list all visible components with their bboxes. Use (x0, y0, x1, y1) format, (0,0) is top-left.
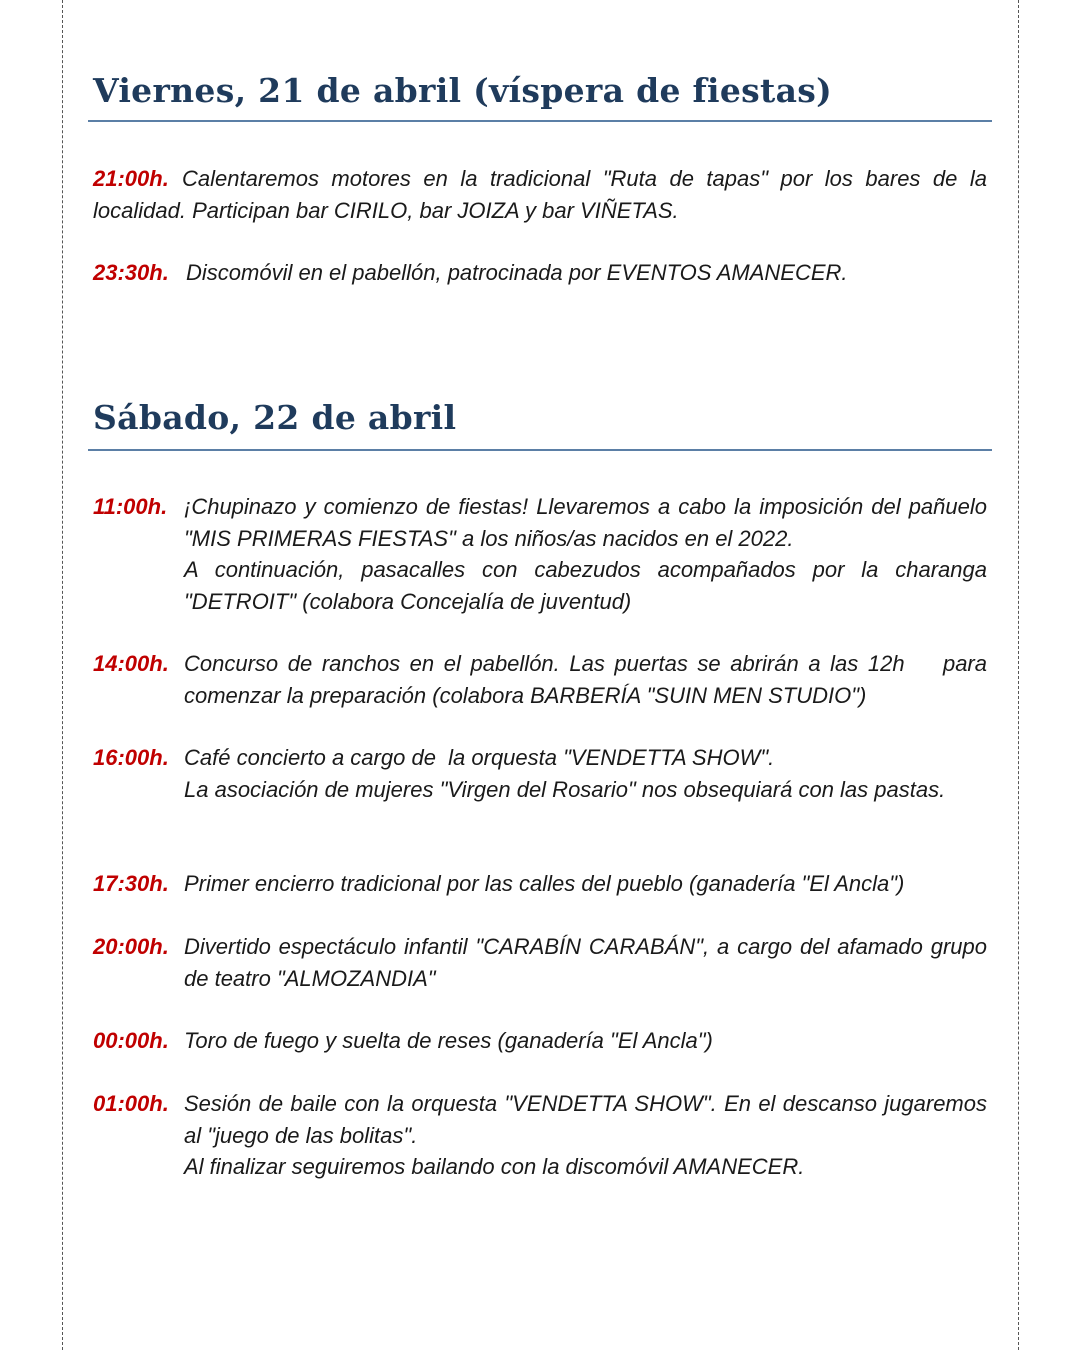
event-entry (93, 648, 994, 711)
event-time: 00:00h. (93, 1028, 169, 1053)
event-description (184, 742, 987, 805)
event-paragraph: Discomóvil en el pabellón, patrocinada por EVENTOS AMANECER. (186, 260, 848, 285)
event-entry (93, 742, 987, 805)
event-paragraph: ¡Chupinazo y comienzo de fiestas! Llevaremos a cabo la imposición del pañuelo "MIS PRIMERAS FIESTAS" a los niños/as nacidos en el 2022. (184, 494, 987, 551)
event-time: 21:00h. (93, 166, 169, 191)
section-title-sabado: Sábado, 22 de abril (93, 398, 457, 437)
event-paragraph: La asociación de mujeres "Virgen del Rosario" nos obsequiará con las pastas. (184, 776, 946, 802)
event-entry (93, 868, 987, 900)
event-text: Calentaremos motores en la tradicional "Ruta de tapas" por los bares de la localidad. Participan bar CIRILO, bar JOIZA y bar VIÑETAS. (93, 166, 987, 223)
event-time: 01:00h. (93, 1091, 169, 1116)
event-description (184, 1088, 987, 1183)
event-time: 11:00h. (93, 494, 168, 519)
event-paragraph: Divertido espectáculo infantil "CARABÍN CARABÁN", a cargo del afamado grupo de teatro "ALMOZANDIA" (184, 934, 987, 991)
section-title-viernes: Viernes, 21 de abril (víspera de fiestas) (93, 71, 833, 110)
event-time: 20:00h. (93, 934, 169, 959)
event-description (184, 1025, 987, 1057)
event-paragraph: Toro de fuego y suelta de reses (ganadería "El Ancla") (184, 1028, 713, 1053)
event-description (184, 931, 987, 994)
event-entry (93, 931, 987, 994)
event-entry (93, 257, 987, 289)
event-paragraph (93, 163, 987, 226)
event-paragraph: Concurso de ranchos en el pabellón. Las puertas se abrirán a las 12h para comenzar la preparación (colabora BARBERÍA "SUIN MEN STUDIO") (184, 651, 994, 708)
event-entry (93, 1025, 987, 1057)
event-description (184, 491, 987, 617)
section-rule (88, 449, 992, 451)
event-entry (93, 163, 987, 226)
event-paragraph: Primer encierro tradicional por las calles del pueblo (ganadería "El Ancla") (184, 871, 905, 896)
event-entry (93, 491, 987, 617)
section-rule (88, 120, 992, 122)
event-time: 16:00h. (93, 745, 169, 770)
event-description (186, 257, 987, 289)
event-paragraph: Café concierto a cargo de la orquesta "VENDETTA SHOW". (184, 745, 775, 770)
event-paragraph: Sesión de baile con la orquesta "VENDETTA SHOW". En el descanso jugaremos al "juego de las bolitas". (184, 1091, 987, 1148)
event-time: 23:30h. (93, 260, 169, 285)
event-paragraph: Al finalizar seguiremos bailando con la discomóvil AMANECER. (184, 1154, 805, 1179)
event-time: 14:00h. (93, 651, 169, 676)
event-description (93, 163, 987, 226)
event-paragraph: A continuación, pasacalles con cabezudos acompañados por la charanga "DETROIT" (colabora Concejalía de juventud) (184, 557, 987, 614)
event-entry (93, 1088, 987, 1183)
event-time: 17:30h. (93, 871, 169, 896)
event-description (184, 648, 994, 711)
event-description (184, 868, 987, 900)
